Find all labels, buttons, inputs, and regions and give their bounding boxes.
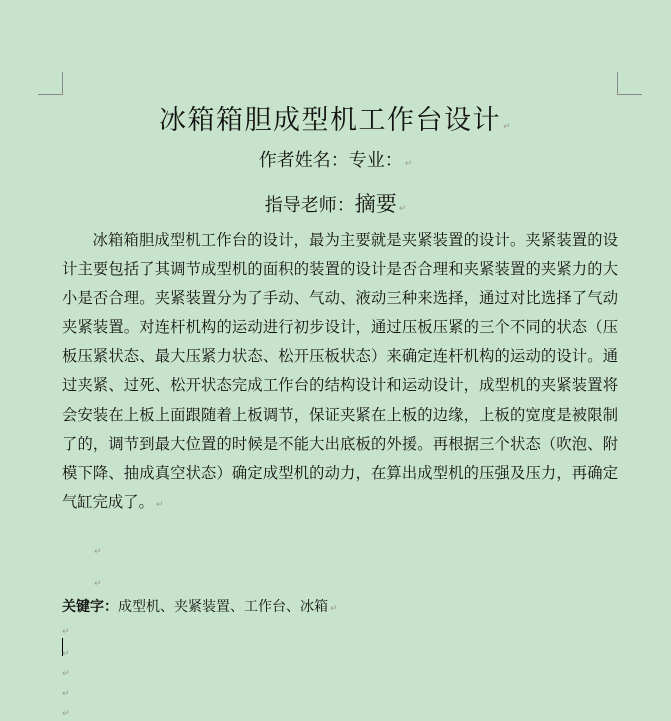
paragraph-mark-icon: ↵ [404,159,413,169]
empty-paragraph [60,664,70,678]
keywords-text: 成型机、夹紧装置、工作台、冰箱 [118,599,328,615]
paragraph-mark-icon: ↵ [502,122,513,132]
paragraph-mark-icon: ↵ [62,649,70,659]
document-title [0,98,671,137]
abstract-paragraph [62,226,618,520]
paragraph-mark-icon: ↵ [94,547,102,557]
paragraph-mark-icon: ↵ [398,204,407,214]
keywords-line [62,596,338,616]
author-line-text: 作者姓名：专业： [258,150,403,171]
paragraph-mark-icon: ↵ [94,579,102,589]
paragraph-mark-icon: ↵ [62,689,70,699]
title-text: 冰箱箱胆成型机工作台设计 [158,105,501,136]
abstract-text: 冰箱箱胆成型机工作台的设计，最为主要就是夹紧装置的设计。夹紧装置的设计主要包括了其调节成型机的面积的装置的设计是否合理和夹紧装置的夹紧力的大小是否合理。夹紧装置分为了手动、气动、液动三种来选择，通过对比选择了气动夹紧装置。对连杆机构的运动进行初步设计，通过压板压紧的三个不同的状态（压板压紧状态、最大压紧力状态、松开压板状态）来确定连杆机构的运动的设计。通过夹紧、过死、松开状态完成工作台的结构设计和运动设计，成型机的夹紧装置将会安装在上板上面跟随着上板调节，保证夹紧在上板的边缘，上板的宽度是被限制了的，调节到最大位置的时候是不能大出底板的外援。再根据三个状态（吹泡、附模下降、抽成真空状态）确定成型机的动力，在算出成型机的压强及压力，再确定气缸完成了。 [62,231,618,511]
author-line [0,146,671,172]
margin-corner-mark-top-left [38,72,63,95]
advisor-line [0,188,671,218]
paragraph-mark-icon: ↵ [62,709,70,719]
advisor-label: 指导老师： [264,195,355,216]
keywords-label: 关键字： [62,599,118,615]
empty-paragraph [60,704,70,718]
empty-paragraph [60,622,70,636]
paragraph-mark-icon: ↵ [330,604,338,614]
empty-paragraph [92,542,102,556]
paragraph-mark-icon: ↵ [62,627,70,637]
empty-paragraph [60,644,70,658]
paragraph-mark-icon: ↵ [155,499,164,510]
paragraph-mark-icon: ↵ [62,669,70,679]
margin-corner-mark-top-right [617,72,642,95]
empty-paragraph [60,684,70,698]
empty-paragraph [92,574,102,588]
abstract-heading: 摘要 [354,192,397,216]
